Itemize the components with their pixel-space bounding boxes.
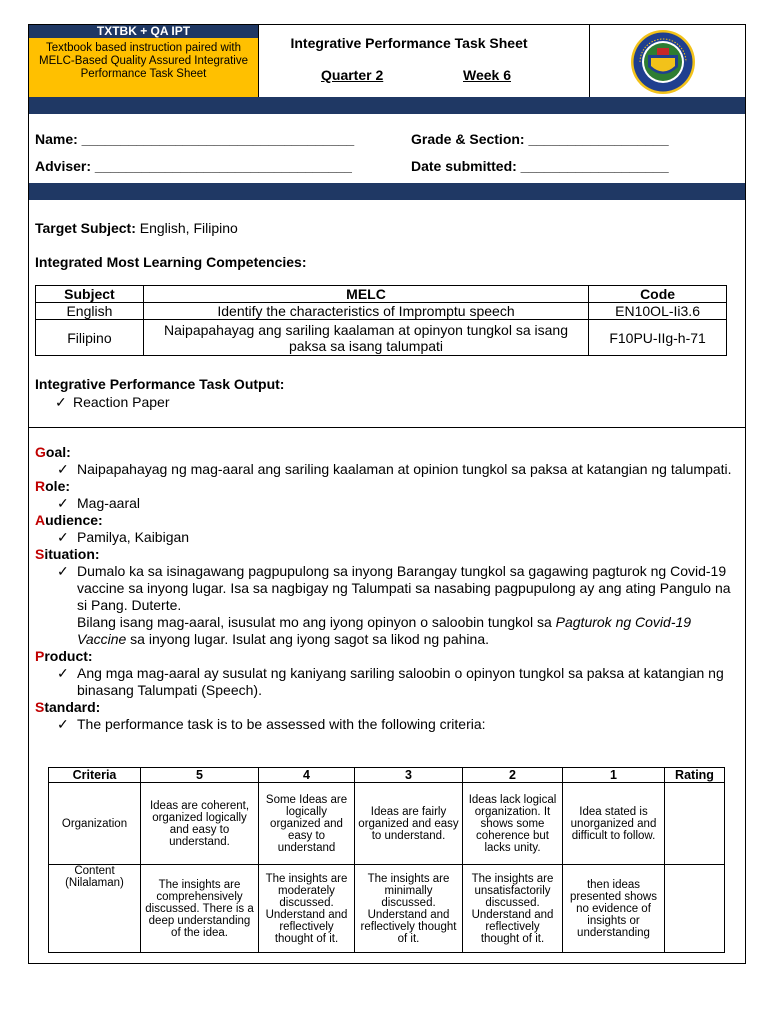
role-label: ole: (45, 478, 71, 494)
check-icon: ✓ (55, 394, 67, 410)
rubric-criteria: Organization (49, 783, 141, 865)
week-label: Week 6 (463, 67, 511, 83)
rubric-cell: Ideas lack logical organization. It shows some coherence but lacks unity. (463, 783, 563, 865)
page-title: Integrative Performance Task Sheet (290, 35, 528, 51)
output-item-text: Reaction Paper (73, 394, 170, 410)
standard-label: tandard: (44, 699, 101, 715)
rubric-header-cell: 3 (355, 768, 463, 783)
situation-heading (35, 546, 735, 563)
goal-label: oal: (45, 444, 71, 460)
product-letter: P (35, 648, 45, 664)
goal-letter: G (35, 444, 46, 460)
check-icon: ✓ (57, 529, 69, 545)
audience-heading (35, 512, 735, 529)
output-item (35, 394, 170, 411)
melc-competency: Naipapahayag ang sariling kaalaman at opinyon tungkol sa isang paksa sa isang talumpati (143, 320, 588, 356)
rubric-cell: The insights are minimally discussed. Understand and reflectively thought of it. (355, 865, 463, 953)
header-center (259, 25, 589, 97)
adviser-field[interactable]: Adviser: _________________________________ (35, 158, 352, 174)
txtbk-badge: TXTBK + QA IPT (29, 25, 258, 38)
rubric-criteria: Content (Nilalaman) (49, 865, 141, 953)
rubric-cell: Idea stated is unorganized and difficult to follow. (563, 783, 665, 865)
rubric-cell: then ideas presented shows no evidence of insights or understanding (563, 865, 665, 953)
rubric-cell: Ideas are coherent, organized logically and easy to understand. (141, 783, 259, 865)
standard-letter: S (35, 699, 45, 715)
goal-text: Naipapahayag ng mag-aaral ang sariling kaalaman at opinion tungkol sa paksa at katangian ng talumpati. (77, 461, 732, 477)
target-subject (35, 220, 238, 236)
situation-text-3: sa inyong lugar. Isulat ang iyong sagot sa likod ng pahina. (126, 631, 489, 647)
rubric-cell: Some Ideas are logically organized and easy to understand (259, 783, 355, 865)
rubric-cell: The insights are unsatisfactorily discussed. Understand and reflectively thought of it. (463, 865, 563, 953)
melc-header-row (36, 286, 727, 303)
rubric-header-cell: Criteria (49, 768, 141, 783)
audience-label: udience: (45, 512, 103, 528)
rubric-header-cell: Rating (665, 768, 725, 783)
situation-letter: S (35, 546, 45, 562)
situation-label: ituation: (44, 546, 100, 562)
melc-header-cell: MELC (143, 286, 588, 303)
check-icon: ✓ (57, 563, 69, 579)
sheet-header (29, 25, 745, 97)
rating-cell[interactable] (665, 865, 725, 953)
date-submitted-field[interactable]: Date submitted: ___________________ (411, 158, 669, 174)
division-seal-icon (630, 29, 696, 95)
melc-subject: Filipino (36, 320, 144, 356)
goal-item (35, 461, 735, 478)
rubric-header-cell: 4 (259, 768, 355, 783)
melc-code: EN10OL-Ii3.6 (589, 303, 727, 320)
product-label: roduct: (44, 648, 93, 664)
check-icon: ✓ (57, 716, 69, 732)
product-heading (35, 648, 735, 665)
rating-cell[interactable] (665, 783, 725, 865)
table-row (49, 783, 725, 865)
check-icon: ✓ (57, 495, 69, 511)
rubric-cell: Ideas are fairly organized and easy to understand. (355, 783, 463, 865)
standard-heading (35, 699, 735, 716)
rubric-header-cell: 5 (141, 768, 259, 783)
audience-item (35, 529, 735, 546)
competencies-heading: Integrated Most Learning Competencies: (35, 254, 307, 270)
rubric-cell: The insights are moderately discussed. Understand and reflectively thought of it. (259, 865, 355, 953)
role-item (35, 495, 735, 512)
table-row (49, 865, 725, 953)
navy-band-2 (29, 183, 745, 200)
target-subject-value: English, Filipino (139, 220, 238, 236)
standard-text: The performance task is to be assessed with the following criteria: (77, 716, 486, 732)
audience-letter: A (35, 512, 46, 528)
quarter-label: Quarter 2 (321, 67, 384, 83)
header-description: Textbook based instruction paired with MELC-Based Quality Assured Integrative Performance Task Sheet (29, 38, 258, 97)
header-left-box (29, 25, 259, 97)
grasps-section (35, 444, 735, 733)
rubric-table (48, 767, 725, 953)
target-subject-label: Target Subject: (35, 220, 136, 236)
situation-text-2: Bilang isang mag-aaral, isusulat mo ang iyong opinyon o saloobin tungkol sa (77, 614, 556, 630)
rubric-cell: The insights are comprehensively discussed. There is a deep understanding of the idea. (141, 865, 259, 953)
standard-item (35, 716, 735, 733)
situation-text: Dumalo ka sa isinagawang pagpupulong sa inyong Barangay tungkol sa gagawing pagturok ng Covid-19 vaccine sa inyong lugar. Isa sa nagbigay ng Talumpati sa nasabing pagpupulong ay ang ating Pangulo na si Pang. Duterte. (77, 563, 731, 613)
task-sheet (28, 24, 746, 964)
table-row (36, 320, 727, 356)
rubric-header-cell: 1 (563, 768, 665, 783)
check-icon: ✓ (57, 665, 69, 681)
grade-section-field[interactable]: Grade & Section: __________________ (411, 131, 669, 147)
melc-competency: Identify the characteristics of Impromptu speech (143, 303, 588, 320)
rubric-header-cell: 2 (463, 768, 563, 783)
navy-band-1 (29, 97, 745, 114)
rubric-header-row (49, 768, 725, 783)
melc-header-cell: Code (589, 286, 727, 303)
goal-heading (35, 444, 735, 461)
output-heading: Integrative Performance Task Output: (35, 376, 285, 392)
melc-header-cell: Subject (36, 286, 144, 303)
check-icon: ✓ (57, 461, 69, 477)
situation-emphasis: Pagturok ng Covid-19 Vaccine (77, 614, 692, 647)
role-heading (35, 478, 735, 495)
role-text: Mag-aaral (77, 495, 141, 511)
audience-text: Pamilya, Kaibigan (77, 529, 190, 545)
product-item (35, 665, 735, 699)
melc-subject: English (36, 303, 144, 320)
situation-item (35, 563, 735, 648)
melc-table (35, 285, 727, 356)
table-row (36, 303, 727, 320)
section-divider (29, 427, 745, 428)
name-field[interactable]: Name: ___________________________________ (35, 131, 355, 147)
melc-code: F10PU-IIg-h-71 (589, 320, 727, 356)
product-text: Ang mga mag-aaral ay susulat ng kaniyang sariling saloobin o opinyon tungkol sa paksa at katangian ng binasang Talumpati (Speech). (77, 665, 724, 698)
header-logo-box (589, 25, 745, 97)
role-letter: R (35, 478, 46, 494)
